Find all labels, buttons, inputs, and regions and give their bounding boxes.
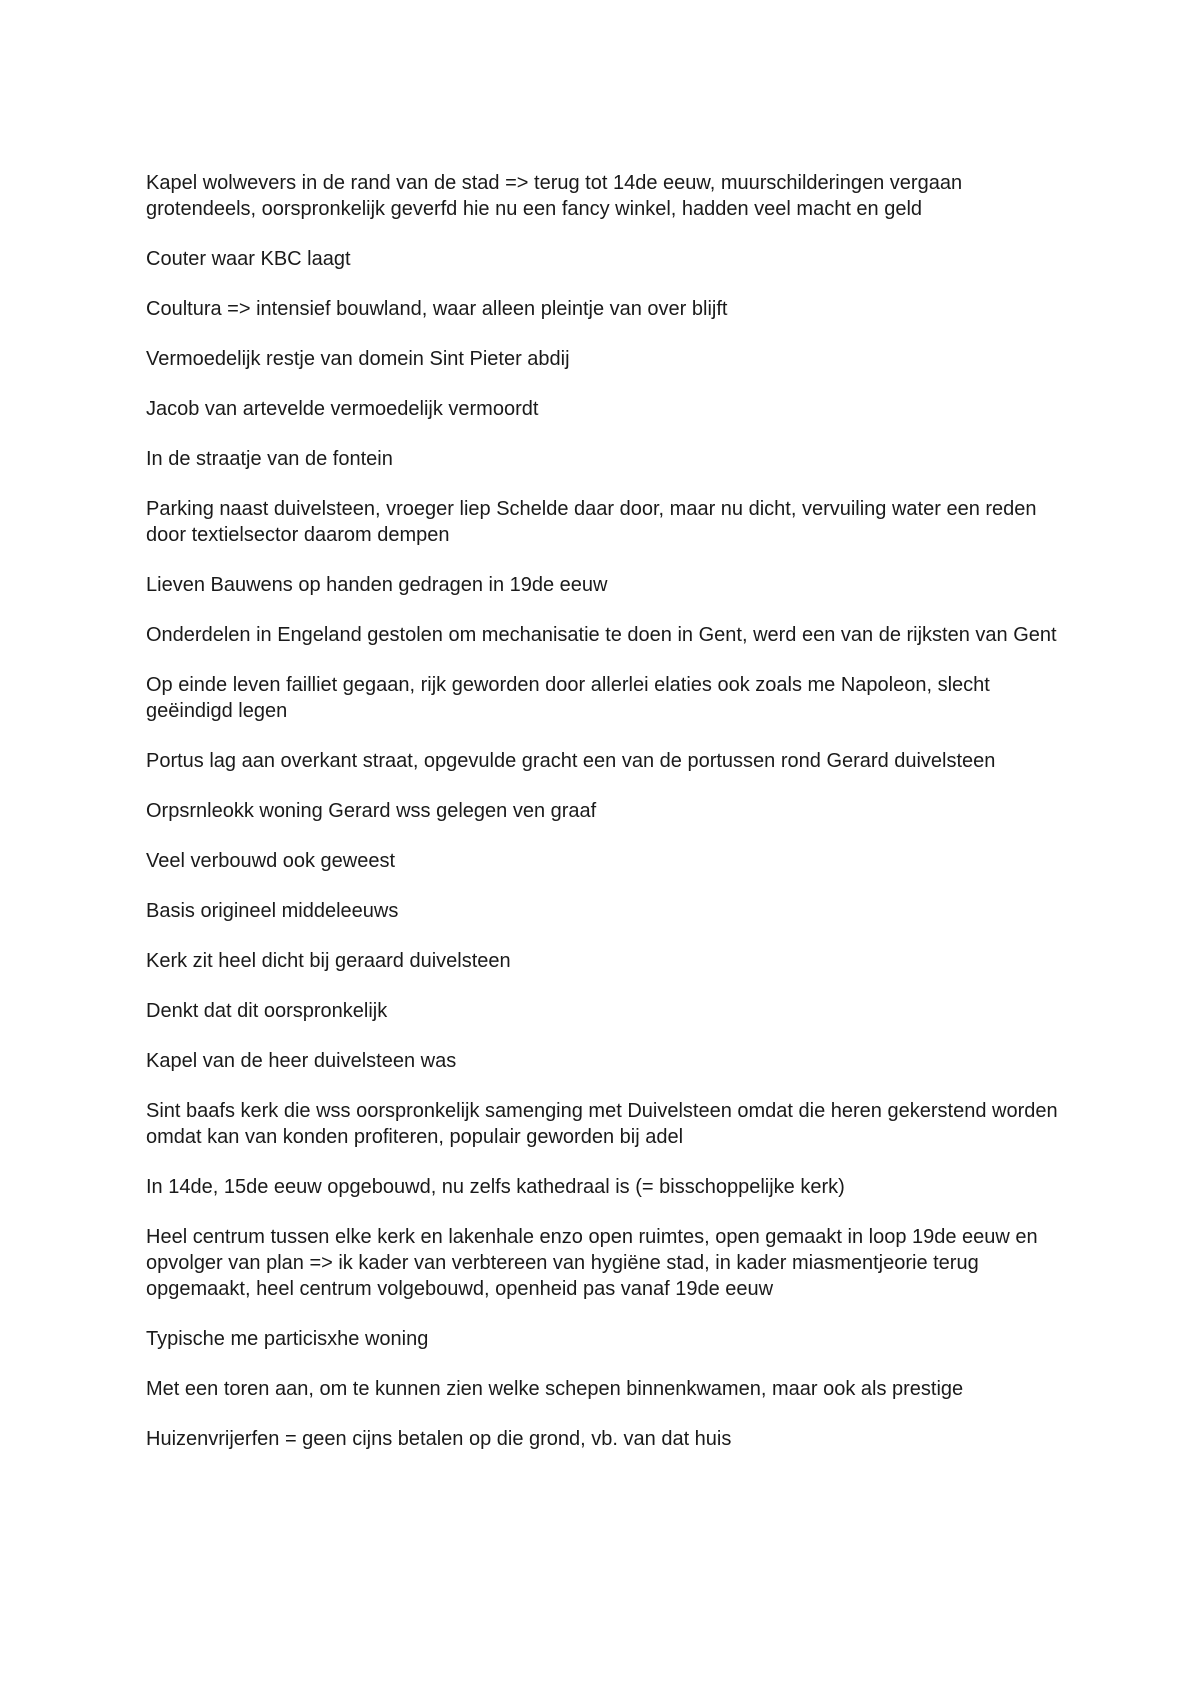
paragraph-18: Sint baafs kerk die wss oorspronkelijk samenging met Duivelsteen omdat die heren gekerstend worden omdat kan van konden profiteren, populair geworden bij adel (146, 1100, 1058, 1148)
paragraph-9: Onderdelen in Engeland gestolen om mechanisatie te doen in Gent, werd een van de rijksten van Gent (146, 624, 1057, 646)
paragraph-7: Parking naast duivelsteen, vroeger liep Schelde daar door, maar nu dicht, vervuiling water een reden door textielsector daarom dempen (146, 498, 1037, 546)
paragraph-16: Denkt dat dit oorspronkelijk (146, 1000, 388, 1022)
paragraph-19: In 14de, 15de eeuw opgebouwd, nu zelfs kathedraal is (= bisschoppelijke kerk) (146, 1176, 845, 1198)
paragraph-6: In de straatje van de fontein (146, 448, 393, 470)
paragraph-12: Orpsrnleokk woning Gerard wss gelegen ven graaf (146, 800, 597, 822)
paragraph-14: Basis origineel middeleeuws (146, 900, 399, 922)
paragraph-8: Lieven Bauwens op handen gedragen in 19de eeuw (146, 574, 608, 596)
paragraph-15: Kerk zit heel dicht bij geraard duivelsteen (146, 950, 511, 972)
paragraph-21: Typische me particisxhe woning (146, 1328, 429, 1350)
paragraph-11: Portus lag aan overkant straat, opgevulde gracht een van de portussen rond Gerard duivelsteen (146, 750, 996, 772)
document-body (146, 170, 1076, 1476)
paragraph-23: Huizenvrijerfen = geen cijns betalen op die grond, vb. van dat huis (146, 1428, 732, 1450)
paragraph-20: Heel centrum tussen elke kerk en lakenhale enzo open ruimtes, open gemaakt in loop 19de eeuw en opvolger van plan => ik kader van verbtereen van hygiëne stad, in kader miasmentjeorie terug opgemaakt, heel centrum volgebouwd, openheid pas vanaf 19de eeuw (146, 1226, 1038, 1300)
paragraph-17: Kapel van de heer duivelsteen was (146, 1050, 457, 1072)
paragraph-13: Veel verbouwd ook geweest (146, 850, 396, 872)
paragraph-5: Jacob van artevelde vermoedelijk vermoordt (146, 398, 539, 420)
paragraph-22: Met een toren aan, om te kunnen zien welke schepen binnenkwamen, maar ook als prestige (146, 1378, 964, 1400)
paragraph-1: Kapel wolwevers in de rand van de stad => terug tot 14de eeuw, muurschilderingen vergaan grotendeels, oorspronkelijk geverfd hie nu een fancy winkel, hadden veel macht en geld (146, 172, 963, 220)
paragraph-3: Coultura => intensief bouwland, waar alleen pleintje van over blijft (146, 298, 728, 320)
paragraph-10: Op einde leven failliet gegaan, rijk geworden door allerlei elaties ook zoals me Napoleon, slecht geëindigd legen (146, 674, 990, 722)
paragraph-2: Couter waar KBC laagt (146, 248, 351, 270)
paragraph-4: Vermoedelijk restje van domein Sint Pieter abdij (146, 348, 570, 370)
